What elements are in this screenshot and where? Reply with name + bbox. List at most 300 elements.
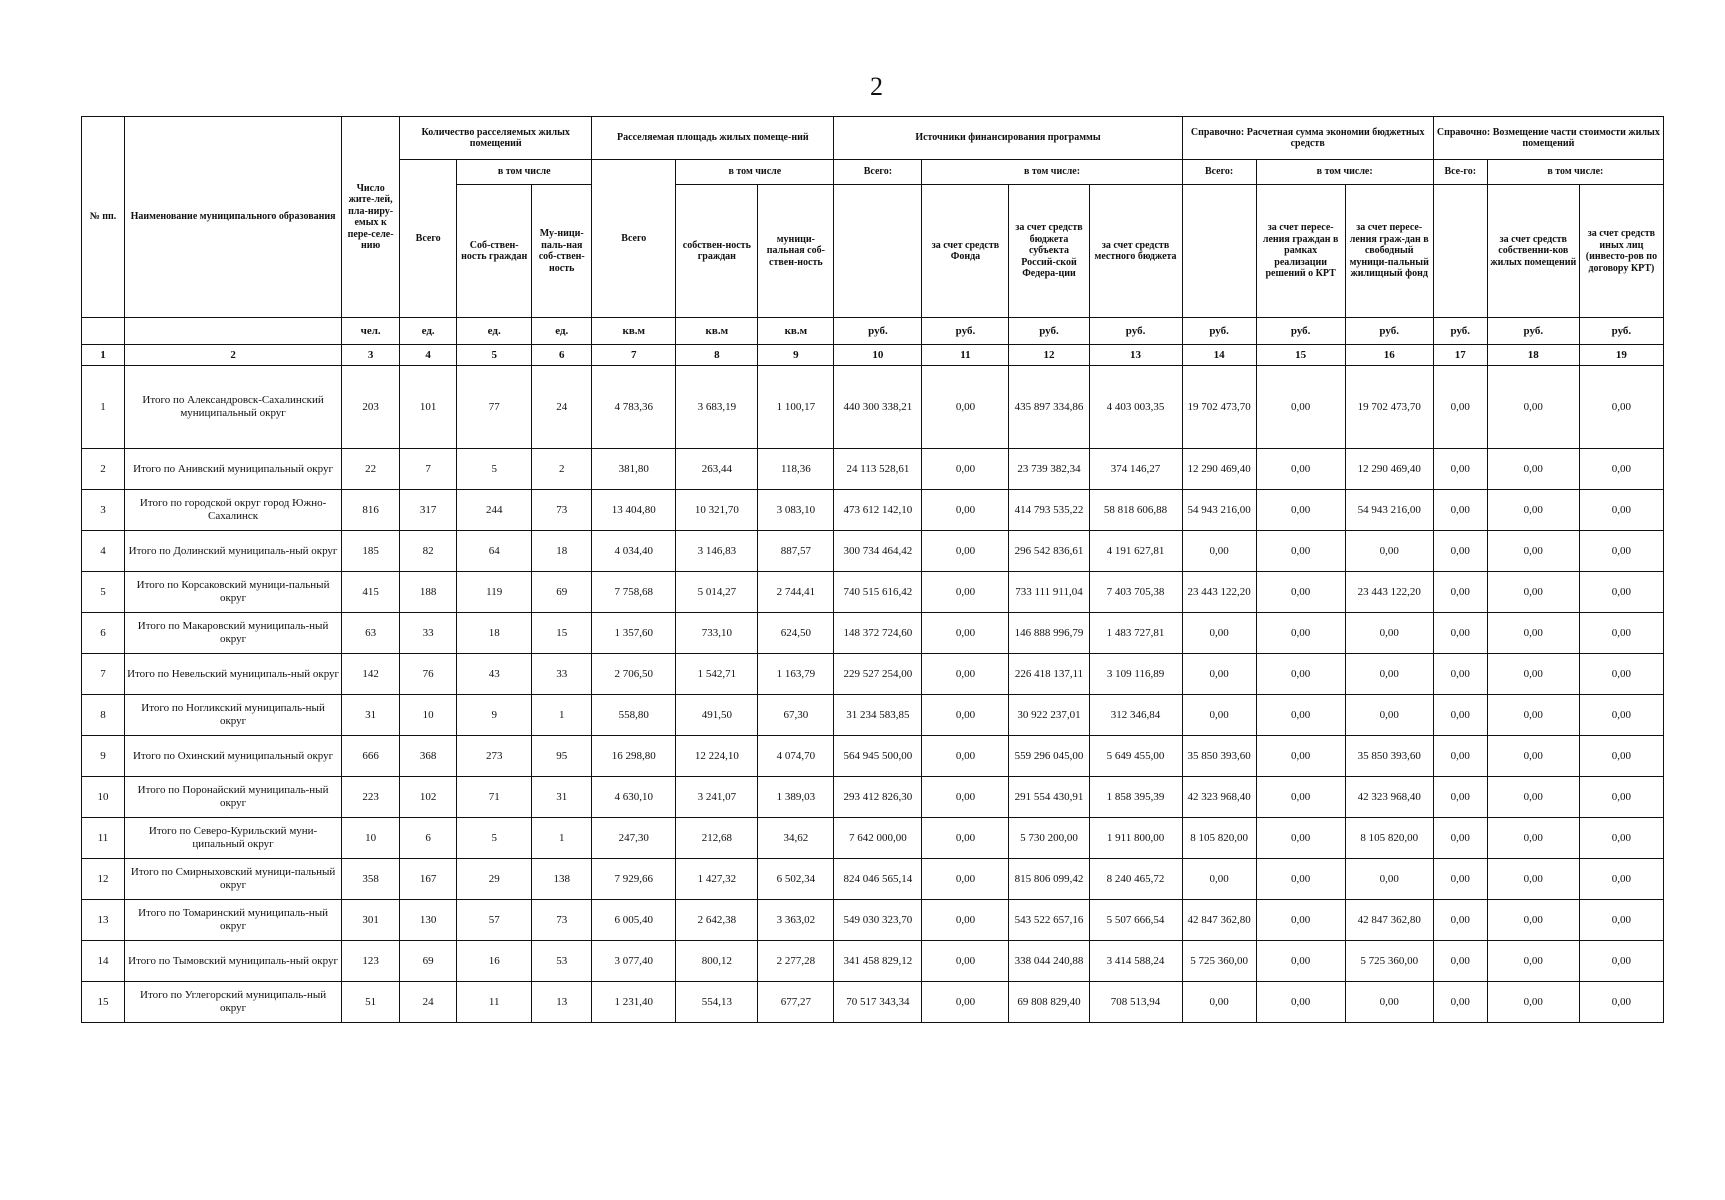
column-number: 17 [1433,345,1487,366]
funding-local-cell: 1 858 395,39 [1089,777,1182,818]
header-owners: за счет средств собственни-ков жилых помещений [1487,185,1579,318]
rooms-municipal-cell: 73 [532,900,592,941]
comp-total-cell: 0,00 [1433,490,1487,531]
rooms-owned-cell: 5 [457,818,532,859]
area-owned-cell: 2 642,38 [676,900,758,941]
area-owned-cell: 10 321,70 [676,490,758,531]
comp-investors-cell: 0,00 [1579,531,1663,572]
rooms-municipal-cell: 69 [532,572,592,613]
comp-total-cell: 0,00 [1433,941,1487,982]
savings-krt-cell: 0,00 [1256,941,1345,982]
savings-free-cell: 0,00 [1345,695,1433,736]
column-number: 9 [758,345,834,366]
comp-total-cell: 0,00 [1433,613,1487,654]
column-number: 6 [532,345,592,366]
comp-investors-cell: 0,00 [1579,695,1663,736]
comp-total-cell: 0,00 [1433,859,1487,900]
funding-total-cell: 148 372 724,60 [834,613,922,654]
funding-local-cell: 312 346,84 [1089,695,1182,736]
funding-total-cell: 740 515 616,42 [834,572,922,613]
comp-total-cell: 0,00 [1433,572,1487,613]
funding-total-cell: 473 612 142,10 [834,490,922,531]
area-total-cell: 16 298,80 [592,736,676,777]
table-header [82,117,1664,366]
savings-total-cell: 0,00 [1182,982,1256,1023]
savings-total-cell: 0,00 [1182,859,1256,900]
table-row [82,695,1664,736]
rooms-total-cell: 7 [400,449,457,490]
savings-free-cell: 8 105 820,00 [1345,818,1433,859]
header-own-citizens: Соб-ствен-ность граждан [457,185,532,318]
header-rooms-total: Всего [400,160,457,318]
header-area-total: Всего [592,160,676,318]
funding-fund-cell: 0,00 [922,777,1009,818]
area-total-cell: 381,80 [592,449,676,490]
comp-owners-cell: 0,00 [1487,695,1579,736]
unit-cell: кв.м [592,318,676,345]
area-owned-cell: 12 224,10 [676,736,758,777]
table-row [82,490,1664,531]
funding-total-cell: 229 527 254,00 [834,654,922,695]
municipality-name-cell: Итого по Невельский муниципаль-ный округ [125,654,342,695]
area-total-cell: 2 706,50 [592,654,676,695]
area-total-cell: 6 005,40 [592,900,676,941]
comp-owners-cell: 0,00 [1487,490,1579,531]
table-row [82,613,1664,654]
comp-owners-cell: 0,00 [1487,366,1579,449]
funding-total-cell: 70 517 343,34 [834,982,922,1023]
savings-total-cell: 0,00 [1182,613,1256,654]
header-funding-group: Источники финансирования программы [834,117,1182,160]
area-owned-cell: 263,44 [676,449,758,490]
funding-local-cell: 374 146,27 [1089,449,1182,490]
funding-fund-cell: 0,00 [922,859,1009,900]
funding-local-cell: 7 403 705,38 [1089,572,1182,613]
header-krt: за счет пересе-ления граждан в рамках реализации решений о КРТ [1256,185,1345,318]
unit-cell: руб. [1345,318,1433,345]
savings-krt-cell: 0,00 [1256,531,1345,572]
units-blank [125,318,342,345]
area-total-cell: 7 758,68 [592,572,676,613]
savings-free-cell: 0,00 [1345,613,1433,654]
funding-subject-cell: 338 044 240,88 [1009,941,1089,982]
funding-local-cell: 1 483 727,81 [1089,613,1182,654]
column-number: 19 [1579,345,1663,366]
header-savings-total: Всего: [1182,160,1256,185]
savings-free-cell: 54 943 216,00 [1345,490,1433,531]
funding-fund-cell: 0,00 [922,572,1009,613]
header-own-area: собствен-ность граждан [676,185,758,318]
funding-subject-cell: 543 522 657,16 [1009,900,1089,941]
rooms-total-cell: 101 [400,366,457,449]
funding-subject-cell: 5 730 200,00 [1009,818,1089,859]
row-number-cell: 8 [82,695,125,736]
comp-owners-cell: 0,00 [1487,859,1579,900]
funding-subject-cell: 296 542 836,61 [1009,531,1089,572]
municipality-name-cell: Итого по Ногликский муниципаль-ный округ [125,695,342,736]
header-no: № пп. [82,117,125,318]
residents-count-cell: 415 [342,572,400,613]
header-comp-total: Все-го: [1433,160,1487,185]
savings-free-cell: 42 323 968,40 [1345,777,1433,818]
header-name: Наименование муниципального образования [125,117,342,318]
header-savings-group: Справочно: Расчетная сумма экономии бюджетных средств [1182,117,1433,160]
funding-local-cell: 5 507 666,54 [1089,900,1182,941]
rooms-owned-cell: 18 [457,613,532,654]
rooms-total-cell: 69 [400,941,457,982]
residents-count-cell: 63 [342,613,400,654]
municipality-name-cell: Итого по Поронайский муниципаль-ный округ [125,777,342,818]
header-savings-incl: в том числе: [1256,160,1433,185]
savings-free-cell: 35 850 393,60 [1345,736,1433,777]
table-row [82,941,1664,982]
funding-total-cell: 31 234 583,85 [834,695,922,736]
unit-cell: руб. [1487,318,1579,345]
table-row [82,366,1664,449]
unit-cell: чел. [342,318,400,345]
area-total-cell: 7 929,66 [592,859,676,900]
table-row [82,900,1664,941]
savings-total-cell: 42 847 362,80 [1182,900,1256,941]
table-row [82,818,1664,859]
comp-investors-cell: 0,00 [1579,654,1663,695]
rooms-owned-cell: 244 [457,490,532,531]
savings-free-cell: 0,00 [1345,859,1433,900]
funding-fund-cell: 0,00 [922,982,1009,1023]
residents-count-cell: 142 [342,654,400,695]
municipality-name-cell: Итого по Смирныховский муници-пальный округ [125,859,342,900]
rooms-owned-cell: 273 [457,736,532,777]
funding-subject-cell: 291 554 430,91 [1009,777,1089,818]
rooms-municipal-cell: 24 [532,366,592,449]
rooms-municipal-cell: 2 [532,449,592,490]
savings-krt-cell: 0,00 [1256,490,1345,531]
rooms-total-cell: 76 [400,654,457,695]
unit-cell: руб. [1433,318,1487,345]
header-fund: за счет средств Фонда [922,185,1009,318]
funding-fund-cell: 0,00 [922,613,1009,654]
residents-count-cell: 666 [342,736,400,777]
municipality-name-cell: Итого по Анивский муниципальный округ [125,449,342,490]
residents-count-cell: 301 [342,900,400,941]
column-number: 5 [457,345,532,366]
area-owned-cell: 3 241,07 [676,777,758,818]
row-number-cell: 5 [82,572,125,613]
funding-subject-cell: 226 418 137,11 [1009,654,1089,695]
area-owned-cell: 5 014,27 [676,572,758,613]
funding-local-cell: 1 911 800,00 [1089,818,1182,859]
rooms-owned-cell: 5 [457,449,532,490]
area-municipal-cell: 3 083,10 [758,490,834,531]
municipality-name-cell: Итого по Долинский муниципаль-ный округ [125,531,342,572]
rooms-total-cell: 188 [400,572,457,613]
rooms-municipal-cell: 1 [532,818,592,859]
funding-fund-cell: 0,00 [922,900,1009,941]
rooms-owned-cell: 77 [457,366,532,449]
funding-total-cell: 824 046 565,14 [834,859,922,900]
rooms-total-cell: 102 [400,777,457,818]
column-numbers-row [82,345,1664,366]
rooms-owned-cell: 29 [457,859,532,900]
table-body [82,366,1664,1023]
area-municipal-cell: 624,50 [758,613,834,654]
rooms-total-cell: 6 [400,818,457,859]
savings-krt-cell: 0,00 [1256,654,1345,695]
savings-total-cell: 23 443 122,20 [1182,572,1256,613]
savings-total-cell: 54 943 216,00 [1182,490,1256,531]
area-municipal-cell: 34,62 [758,818,834,859]
row-number-cell: 4 [82,531,125,572]
rooms-total-cell: 33 [400,613,457,654]
savings-krt-cell: 0,00 [1256,982,1345,1023]
rooms-municipal-cell: 95 [532,736,592,777]
savings-krt-cell: 0,00 [1256,900,1345,941]
municipality-name-cell: Итого по Александровск-Сахалинский муниципальный округ [125,366,342,449]
savings-total-cell: 42 323 968,40 [1182,777,1256,818]
comp-total-cell: 0,00 [1433,818,1487,859]
column-number: 10 [834,345,922,366]
comp-owners-cell: 0,00 [1487,941,1579,982]
savings-krt-cell: 0,00 [1256,818,1345,859]
municipality-name-cell: Итого по Северо-Курильский муни-ципальный округ [125,818,342,859]
savings-free-cell: 0,00 [1345,982,1433,1023]
residents-count-cell: 203 [342,366,400,449]
funding-total-cell: 300 734 464,42 [834,531,922,572]
rooms-total-cell: 82 [400,531,457,572]
resettlement-table [81,116,1664,1023]
rooms-municipal-cell: 53 [532,941,592,982]
funding-subject-cell: 23 739 382,34 [1009,449,1089,490]
unit-cell: ед. [457,318,532,345]
header-comp-incl: в том числе: [1487,160,1663,185]
residents-count-cell: 816 [342,490,400,531]
funding-fund-cell: 0,00 [922,695,1009,736]
funding-total-cell: 24 113 528,61 [834,449,922,490]
savings-free-cell: 12 290 469,40 [1345,449,1433,490]
rooms-owned-cell: 71 [457,777,532,818]
column-number: 12 [1009,345,1089,366]
funding-subject-cell: 146 888 996,79 [1009,613,1089,654]
comp-total-cell: 0,00 [1433,531,1487,572]
funding-fund-cell: 0,00 [922,941,1009,982]
funding-local-cell: 708 513,94 [1089,982,1182,1023]
area-municipal-cell: 67,30 [758,695,834,736]
area-municipal-cell: 4 074,70 [758,736,834,777]
comp-owners-cell: 0,00 [1487,982,1579,1023]
row-number-cell: 15 [82,982,125,1023]
header-rooms-incl: в том числе [457,160,592,185]
area-total-cell: 4 630,10 [592,777,676,818]
residents-count-cell: 223 [342,777,400,818]
municipality-name-cell: Итого по Углегорский муниципаль-ный округ [125,982,342,1023]
savings-total-cell: 0,00 [1182,531,1256,572]
column-number: 8 [676,345,758,366]
savings-total-cell: 0,00 [1182,654,1256,695]
column-number: 4 [400,345,457,366]
comp-investors-cell: 0,00 [1579,982,1663,1023]
unit-cell: руб. [1089,318,1182,345]
comp-investors-cell: 0,00 [1579,449,1663,490]
header-funding-incl: в том числе: [922,160,1182,185]
header-comp-blank [1433,185,1487,318]
funding-fund-cell: 0,00 [922,366,1009,449]
residents-count-cell: 185 [342,531,400,572]
residents-count-cell: 51 [342,982,400,1023]
header-funding-total: Всего: [834,160,922,185]
unit-cell: ед. [400,318,457,345]
column-number: 13 [1089,345,1182,366]
savings-total-cell: 0,00 [1182,695,1256,736]
funding-total-cell: 440 300 338,21 [834,366,922,449]
area-municipal-cell: 2 277,28 [758,941,834,982]
rooms-municipal-cell: 33 [532,654,592,695]
page-number: 2 [870,72,883,101]
comp-total-cell: 0,00 [1433,366,1487,449]
area-municipal-cell: 2 744,41 [758,572,834,613]
municipality-name-cell: Итого по Корсаковский муници-пальный округ [125,572,342,613]
column-number: 1 [82,345,125,366]
funding-local-cell: 5 649 455,00 [1089,736,1182,777]
funding-local-cell: 8 240 465,72 [1089,859,1182,900]
table-row [82,982,1664,1023]
comp-total-cell: 0,00 [1433,695,1487,736]
row-number-cell: 10 [82,777,125,818]
savings-krt-cell: 0,00 [1256,449,1345,490]
row-number-cell: 1 [82,366,125,449]
funding-subject-cell: 435 897 334,86 [1009,366,1089,449]
unit-cell: ед. [532,318,592,345]
savings-free-cell: 23 443 122,20 [1345,572,1433,613]
area-municipal-cell: 118,36 [758,449,834,490]
rooms-total-cell: 167 [400,859,457,900]
unit-cell: кв.м [676,318,758,345]
unit-cell: руб. [1009,318,1089,345]
comp-owners-cell: 0,00 [1487,900,1579,941]
row-number-cell: 2 [82,449,125,490]
funding-local-cell: 4 403 003,35 [1089,366,1182,449]
row-number-cell: 3 [82,490,125,531]
savings-free-cell: 0,00 [1345,654,1433,695]
comp-owners-cell: 0,00 [1487,613,1579,654]
savings-krt-cell: 0,00 [1256,859,1345,900]
rooms-owned-cell: 11 [457,982,532,1023]
comp-investors-cell: 0,00 [1579,490,1663,531]
funding-total-cell: 7 642 000,00 [834,818,922,859]
area-owned-cell: 800,12 [676,941,758,982]
savings-free-cell: 5 725 360,00 [1345,941,1433,982]
funding-local-cell: 58 818 606,88 [1089,490,1182,531]
header-mun-area: муници-пальная соб-ствен-ность [758,185,834,318]
column-number: 7 [592,345,676,366]
savings-free-cell: 0,00 [1345,531,1433,572]
row-number-cell: 6 [82,613,125,654]
funding-local-cell: 3 109 116,89 [1089,654,1182,695]
table-row [82,859,1664,900]
comp-investors-cell: 0,00 [1579,572,1663,613]
rooms-municipal-cell: 13 [532,982,592,1023]
funding-subject-cell: 30 922 237,01 [1009,695,1089,736]
header-free: за счет пересе-ления граж-дан в свободный муници-пальный жилищный фонд [1345,185,1433,318]
header-funding-blank [834,185,922,318]
column-number: 3 [342,345,400,366]
comp-total-cell: 0,00 [1433,982,1487,1023]
comp-investors-cell: 0,00 [1579,900,1663,941]
rooms-total-cell: 10 [400,695,457,736]
funding-subject-cell: 414 793 535,22 [1009,490,1089,531]
savings-krt-cell: 0,00 [1256,366,1345,449]
area-total-cell: 13 404,80 [592,490,676,531]
rooms-municipal-cell: 73 [532,490,592,531]
municipality-name-cell: Итого по городской округ город Южно-Сахалинск [125,490,342,531]
comp-total-cell: 0,00 [1433,654,1487,695]
funding-subject-cell: 69 808 829,40 [1009,982,1089,1023]
savings-free-cell: 42 847 362,80 [1345,900,1433,941]
area-owned-cell: 3 683,19 [676,366,758,449]
funding-fund-cell: 0,00 [922,531,1009,572]
comp-owners-cell: 0,00 [1487,654,1579,695]
rooms-owned-cell: 43 [457,654,532,695]
area-municipal-cell: 1 163,79 [758,654,834,695]
area-owned-cell: 3 146,83 [676,531,758,572]
funding-fund-cell: 0,00 [922,654,1009,695]
column-number: 18 [1487,345,1579,366]
residents-count-cell: 10 [342,818,400,859]
comp-total-cell: 0,00 [1433,449,1487,490]
rooms-total-cell: 368 [400,736,457,777]
table-row [82,654,1664,695]
comp-owners-cell: 0,00 [1487,777,1579,818]
table-row [82,572,1664,613]
column-number: 16 [1345,345,1433,366]
area-owned-cell: 491,50 [676,695,758,736]
funding-total-cell: 293 412 826,30 [834,777,922,818]
comp-owners-cell: 0,00 [1487,736,1579,777]
comp-investors-cell: 0,00 [1579,859,1663,900]
row-number-cell: 11 [82,818,125,859]
savings-krt-cell: 0,00 [1256,777,1345,818]
area-total-cell: 3 077,40 [592,941,676,982]
header-subject: за счет средств бюджета субъекта Россий-ской Федера-ции [1009,185,1089,318]
municipality-name-cell: Итого по Тымовский муниципаль-ный округ [125,941,342,982]
funding-fund-cell: 0,00 [922,736,1009,777]
funding-subject-cell: 815 806 099,42 [1009,859,1089,900]
comp-investors-cell: 0,00 [1579,818,1663,859]
column-number: 15 [1256,345,1345,366]
header-area-incl: в том числе [676,160,834,185]
rooms-municipal-cell: 18 [532,531,592,572]
row-number-cell: 13 [82,900,125,941]
residents-count-cell: 22 [342,449,400,490]
area-total-cell: 558,80 [592,695,676,736]
funding-fund-cell: 0,00 [922,818,1009,859]
area-total-cell: 247,30 [592,818,676,859]
unit-cell: руб. [834,318,922,345]
funding-subject-cell: 559 296 045,00 [1009,736,1089,777]
area-owned-cell: 212,68 [676,818,758,859]
area-owned-cell: 554,13 [676,982,758,1023]
table-row [82,449,1664,490]
rooms-owned-cell: 64 [457,531,532,572]
funding-total-cell: 564 945 500,00 [834,736,922,777]
area-total-cell: 1 231,40 [592,982,676,1023]
unit-cell: руб. [1182,318,1256,345]
comp-total-cell: 0,00 [1433,736,1487,777]
rooms-owned-cell: 57 [457,900,532,941]
row-number-cell: 14 [82,941,125,982]
area-total-cell: 4 034,40 [592,531,676,572]
row-number-cell: 12 [82,859,125,900]
header-investors: за счет средств иных лиц (инвесто-ров по договору КРТ) [1579,185,1663,318]
